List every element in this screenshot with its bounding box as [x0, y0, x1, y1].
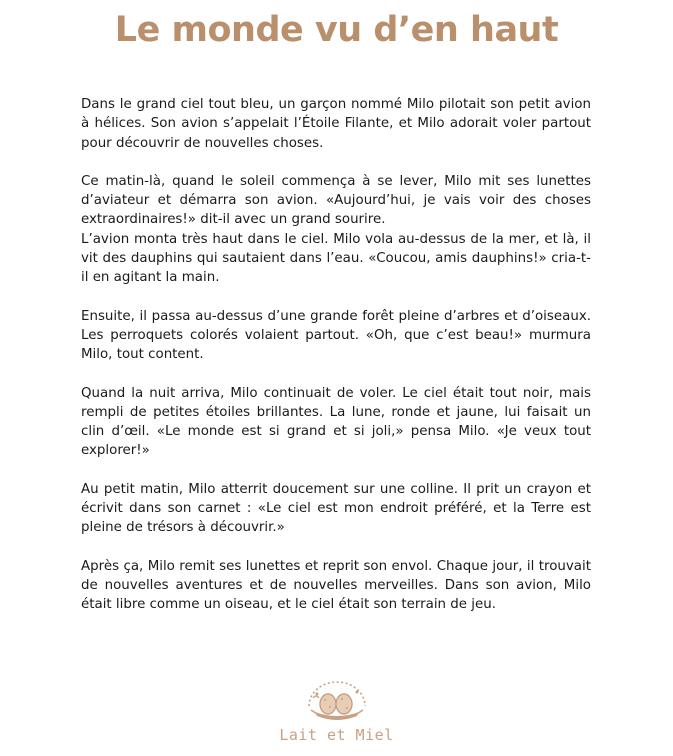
story-paragraph-3 [81, 307, 591, 365]
story-body [81, 95, 591, 634]
story-text: Au petit matin, Milo atterrit doucement sur une colline. Il prit un crayon et écrivit dans son carnet : «Le ciel est mon endroit préféré, et la Terre est pleine de trésors à découvrir.» [81, 481, 591, 536]
brand-logo [0, 676, 673, 744]
story-paragraph-1 [81, 95, 591, 153]
story-text: Après ça, Milo remit ses lunettes et reprit son envol. Chaque jour, il trouvait de nouvelles aventures et de nouvelles merveilles. Dans son avion, Milo était libre comme un oiseau, et le ciel était son terrain de jeu. [81, 558, 591, 613]
page-title: Le monde vu d’en haut [114, 10, 559, 50]
story-text: Quand la nuit arriva, Milo continuait de voler. Le ciel était tout noir, mais rempli de petites étoiles brillantes. La lune, ronde et jaune, lui faisait un clin d’œil. «Le monde est si grand et si joli,» pensa Milo. «Je veux tout explorer!» [81, 385, 591, 459]
story-text: Dans le grand ciel tout bleu, un garçon nommé Milo pilotait son petit avion à hélices. Son avion s’appelait l’Étoile Filante, et Milo adorait voler partout pour découvrir de nouvelles choses. [81, 97, 591, 151]
story-paragraph-5 [81, 480, 591, 538]
story-text: Ensuite, il passa au-dessus d’une grande forêt pleine d’arbres et d’oiseaux. Les perroquets colorés volaient partout. «Oh, que c’est beau!» murmura Milo, tout content. [81, 308, 591, 363]
story-paragraph-4 [81, 384, 591, 461]
story-text: L’avion monta très haut dans le ciel. Milo vola au-dessus de la mer, et là, il vit des dauphins qui sautaient dans l’eau. «Coucou, amis dauphins!» cria-t-il en agitant la main. [81, 231, 591, 286]
egg-nest-logo-icon [303, 676, 371, 724]
story-text: Ce matin-là, quand le soleil commença à se lever, Milo mit ses lunettes d’aviateur et démarra son avion. «Aujourd’hui, je vais voir des choses extraordinaires!» dit-il avec un grand sourire. [81, 173, 591, 228]
story-paragraph-2 [81, 172, 591, 288]
story-paragraph-6 [81, 557, 591, 615]
brand-name: Lait et Miel [279, 726, 394, 744]
